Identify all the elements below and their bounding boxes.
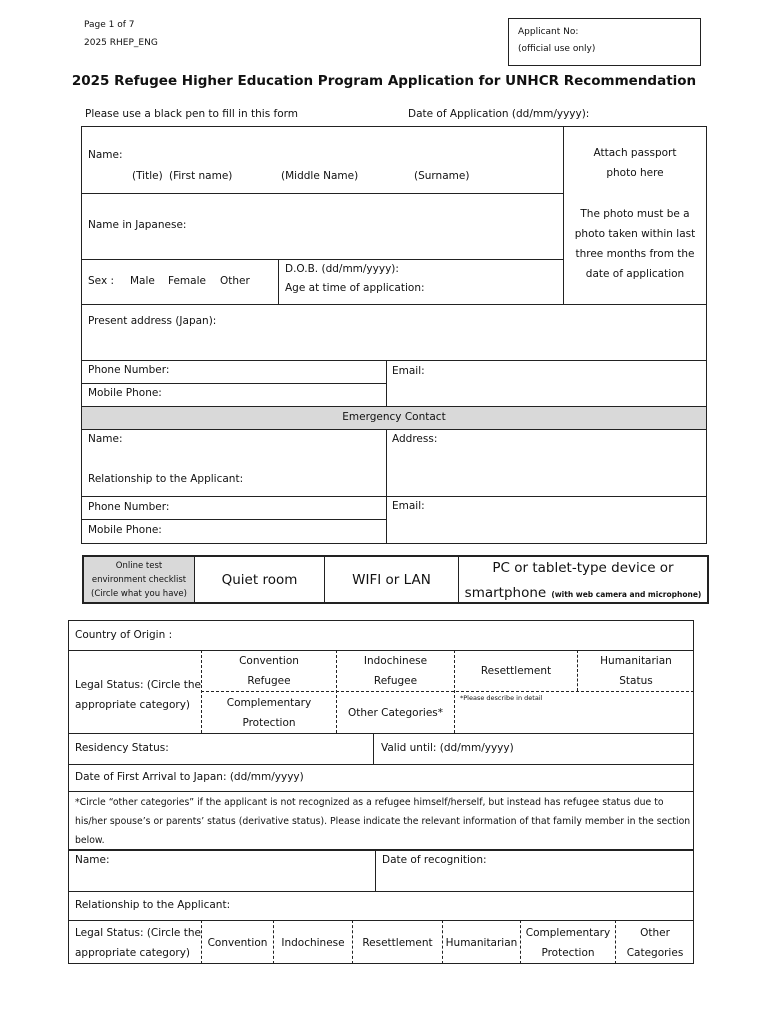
emergency-phone-field[interactable] bbox=[170, 498, 382, 518]
checklist-pc-line1: PC or tablet-type device or bbox=[492, 560, 674, 576]
emergency-address-label: Address: bbox=[392, 433, 438, 445]
photo-note-line: date of application bbox=[585, 268, 685, 280]
phone-field[interactable] bbox=[170, 362, 382, 382]
date-of-application-label: Date of Application (dd/mm/yyyy): bbox=[408, 108, 590, 120]
official-use-label: (official use only) bbox=[518, 44, 596, 54]
residency-status-label: Residency Status: bbox=[75, 742, 169, 754]
email-label: Email: bbox=[392, 365, 425, 377]
emergency-address-field[interactable] bbox=[440, 431, 702, 493]
family-option-complementary-protection[interactable]: Complementary Protection bbox=[525, 926, 611, 959]
age-label: Age at time of application: bbox=[285, 282, 425, 294]
page-number: Page 1 of 7 bbox=[84, 20, 135, 30]
date-of-recognition-label: Date of recognition: bbox=[382, 854, 487, 866]
legal-status-label: Legal Status: (Circle the appropriate category) bbox=[75, 679, 201, 711]
applicant-no-label: Applicant No: bbox=[518, 27, 579, 37]
other-categories-note: *Circle “other categories” if the applicant is not recognized as a refugee himself/herself, but instead has refugee status due to his/her spouse’s or parents’ status (derivative status). Please indicate the relevant information of that family member in the section below. bbox=[75, 797, 691, 846]
applicant-no-box[interactable] bbox=[508, 18, 701, 66]
emergency-email-label: Email: bbox=[392, 500, 425, 512]
name-field[interactable] bbox=[86, 144, 560, 190]
phone-label: Phone Number: bbox=[88, 364, 170, 376]
family-relationship-label: Relationship to the Applicant: bbox=[75, 899, 231, 911]
present-address-label: Present address (Japan): bbox=[88, 315, 217, 327]
legal-option-complementary-protection[interactable]: Complementary Protection bbox=[226, 696, 312, 729]
family-name-label: Name: bbox=[75, 854, 110, 866]
mobile-field[interactable] bbox=[170, 385, 382, 405]
emergency-name-field[interactable] bbox=[130, 431, 382, 467]
checklist-wifi[interactable]: WIFI or LAN bbox=[352, 571, 431, 588]
legal-option-resettlement[interactable]: Resettlement bbox=[480, 665, 552, 677]
dob-label: D.O.B. (dd/mm/yyyy): bbox=[285, 263, 399, 275]
middle-name-label: (Middle Name) bbox=[281, 170, 359, 182]
sex-option-female[interactable]: Female bbox=[168, 275, 206, 287]
checklist-pc-line2: smartphone bbox=[464, 585, 547, 601]
checklist-pc-note: (with web camera and microphone) bbox=[551, 590, 702, 599]
present-address-field[interactable] bbox=[86, 330, 702, 358]
photo-note-line: The photo must be a bbox=[580, 208, 690, 220]
first-arrival-field[interactable] bbox=[300, 766, 690, 789]
family-name-field[interactable] bbox=[115, 852, 371, 889]
email-field[interactable] bbox=[430, 362, 702, 404]
photo-box[interactable] bbox=[564, 127, 706, 304]
checklist-pc-device[interactable] bbox=[459, 557, 707, 602]
mobile-label: Mobile Phone: bbox=[88, 387, 162, 399]
legal-option-convention-refugee[interactable]: Convention Refugee bbox=[239, 655, 299, 687]
legal-option-indochinese-refugee[interactable]: Indochinese Refugee bbox=[363, 655, 428, 687]
photo-note-line: photo taken within last bbox=[574, 228, 696, 240]
family-legal-status-label: Legal Status: (Circle the appropriate category) bbox=[75, 927, 201, 959]
family-option-other-categories[interactable]: Other Categories bbox=[626, 926, 684, 959]
sex-label: Sex : bbox=[88, 275, 115, 287]
emergency-email-field[interactable] bbox=[430, 498, 702, 542]
emergency-mobile-field[interactable] bbox=[170, 521, 382, 541]
first-arrival-label: Date of First Arrival to Japan: (dd/mm/yyyy) bbox=[75, 771, 304, 783]
photo-label-line2: photo here bbox=[606, 167, 664, 179]
residency-status-field[interactable] bbox=[170, 736, 370, 762]
emergency-mobile-label: Mobile Phone: bbox=[88, 524, 162, 536]
valid-until-label: Valid until: (dd/mm/yyyy) bbox=[381, 742, 514, 754]
date-of-recognition-field[interactable] bbox=[490, 852, 690, 889]
checklist-label-line: Online test bbox=[115, 561, 163, 571]
family-option-indochinese[interactable]: Indochinese bbox=[281, 936, 345, 949]
emergency-phone-label: Phone Number: bbox=[88, 501, 170, 513]
family-option-convention[interactable]: Convention bbox=[207, 936, 268, 949]
sex-option-other[interactable]: Other bbox=[220, 275, 250, 287]
other-categories-detail-field[interactable] bbox=[456, 703, 692, 731]
family-option-resettlement[interactable]: Resettlement bbox=[362, 936, 433, 949]
checklist-label-line: environment checklist bbox=[91, 575, 187, 585]
surname-label: (Surname) bbox=[414, 170, 470, 182]
emergency-contact-title: Emergency Contact bbox=[342, 411, 446, 423]
checklist-label-cell bbox=[84, 557, 194, 602]
legal-option-humanitarian-status[interactable]: Humanitarian Status bbox=[600, 655, 672, 687]
dob-age-field[interactable] bbox=[400, 262, 560, 302]
legal-option-other-categories[interactable]: Other Categories* bbox=[348, 706, 443, 719]
checklist-quiet-room[interactable]: Quiet room bbox=[221, 571, 298, 588]
name-label: Name: bbox=[88, 149, 123, 161]
describe-note: *Please describe in detail bbox=[460, 694, 543, 702]
first-name-label: (First name) bbox=[169, 170, 233, 182]
valid-until-field[interactable] bbox=[515, 736, 690, 762]
family-relationship-field[interactable] bbox=[235, 894, 690, 918]
sex-option-male[interactable]: Male bbox=[130, 275, 155, 287]
country-of-origin-field[interactable] bbox=[180, 623, 690, 648]
name-japanese-label: Name in Japanese: bbox=[88, 219, 187, 231]
title-label: (Title) bbox=[132, 170, 163, 182]
form-code: 2025 RHEP_ENG bbox=[84, 38, 158, 48]
name-japanese-field[interactable] bbox=[190, 200, 560, 254]
photo-note-line: three months from the bbox=[575, 248, 695, 260]
emergency-name-label: Name: bbox=[88, 433, 123, 445]
family-option-humanitarian[interactable]: Humanitarian bbox=[445, 936, 518, 949]
pen-instruction: Please use a black pen to fill in this form bbox=[85, 108, 298, 120]
photo-label-line1: Attach passport bbox=[593, 147, 677, 159]
country-of-origin-label: Country of Origin : bbox=[75, 629, 173, 641]
checklist-label-line: (Circle what you have) bbox=[91, 589, 187, 599]
emergency-relationship-label: Relationship to the Applicant: bbox=[88, 473, 244, 485]
page-title: 2025 Refugee Higher Education Program Application for UNHCR Recommendation bbox=[71, 73, 697, 89]
